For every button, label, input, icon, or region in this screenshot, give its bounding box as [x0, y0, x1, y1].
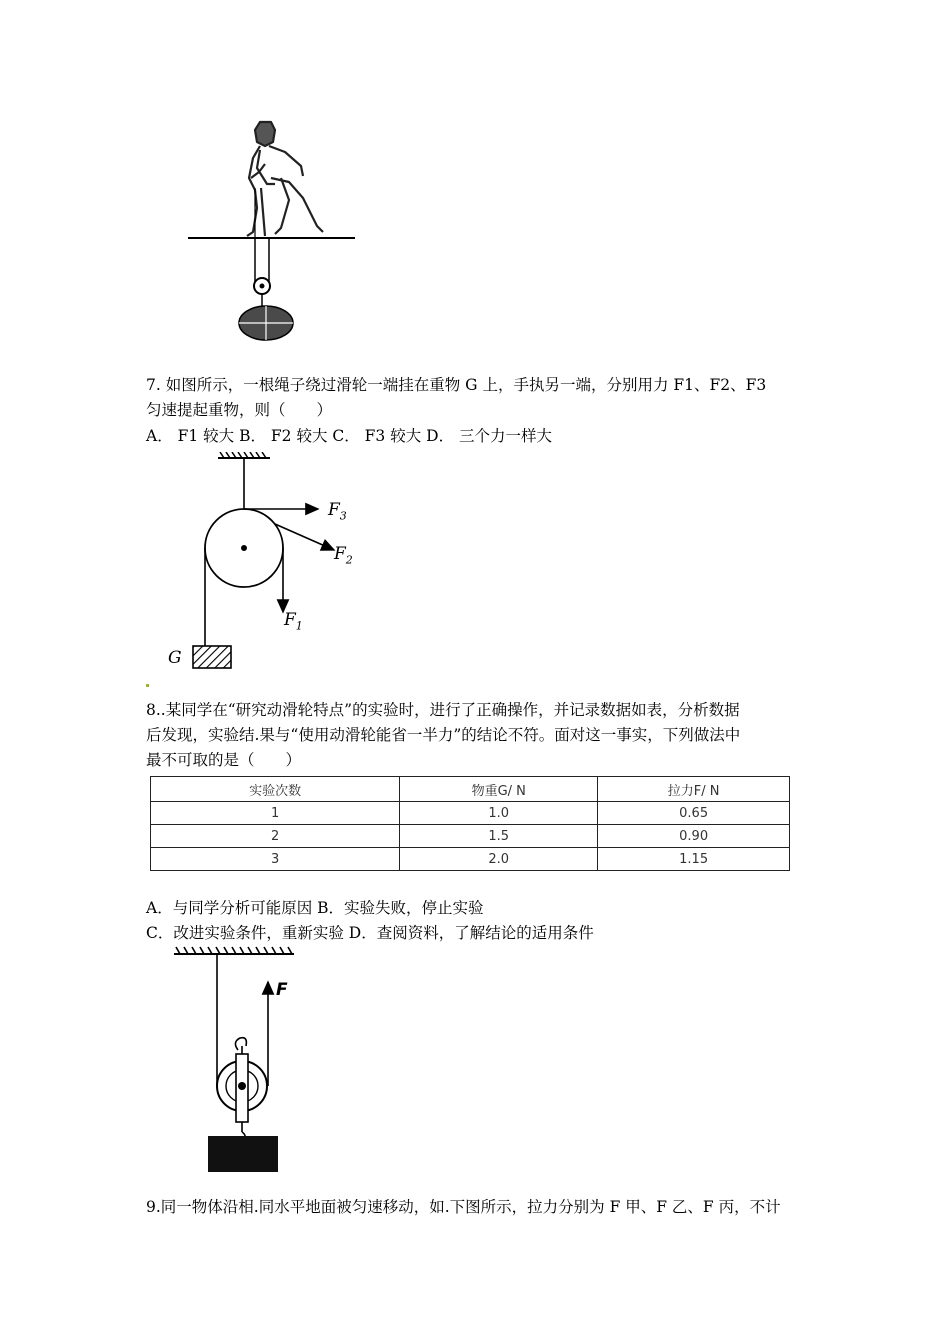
q8-stem-line3: 最不可取的是（ ） [146, 751, 302, 769]
cell-pull: 1.15 [598, 848, 790, 871]
decorative-dot [146, 684, 149, 687]
experiment-data-table [150, 776, 790, 871]
cell-weight: 1.5 [400, 825, 598, 848]
cell-trial: 3 [151, 848, 400, 871]
q7-stem-line2: 匀速提起重物，则（ ） [146, 401, 333, 419]
header-weight: 物重G/ N [400, 777, 598, 802]
label-f2: $F_2$ [334, 544, 353, 567]
table-row [151, 825, 790, 848]
cell-pull: 0.65 [598, 802, 790, 825]
label-f: F [276, 980, 288, 1000]
table-row [151, 848, 790, 871]
label-f3: $F_3$ [328, 500, 347, 523]
table-header-row [151, 777, 790, 802]
q9-stem-line1: 9.同一物体沿相.同水平地面被匀速移动，如.下图所示，拉力分别为 F 甲、F 乙、F 丙，不计 [146, 1198, 781, 1216]
cell-trial: 1 [151, 802, 400, 825]
cell-weight: 2.0 [400, 848, 598, 871]
label-g: G [168, 648, 182, 668]
cell-trial: 2 [151, 825, 400, 848]
cell-pull: 0.90 [598, 825, 790, 848]
q7-stem-line1: 7. 如图所示，一根绳子绕过滑轮一端挂在重物 G 上，手执另一端，分别用力 F1、F2、F3 [146, 376, 767, 394]
figure-fixed-pulley [150, 452, 370, 674]
cell-weight: 1.0 [400, 802, 598, 825]
table-row [151, 802, 790, 825]
label-f1: $F_1$ [284, 610, 303, 633]
q8-options-line1: A．与同学分析可能原因 B．实验失败，停止实验 [146, 899, 484, 917]
figure-movable-pulley [170, 946, 300, 1176]
q8-options-line2: C．改进实验条件，重新实验 D．查阅资料，了解结论的适用条件 [146, 924, 594, 942]
q8-stem-line2: 后发现，实验结.果与“使用动滑轮能省一半力”的结论不符。面对这一事实，下列做法中 [146, 726, 741, 744]
figure-person-pulley [185, 118, 360, 348]
q8-stem-line1: 8..某同学在“研究动滑轮特点”的实验时，进行了正确操作，并记录数据如表，分析数据 [146, 701, 740, 719]
q7-options: A． F1 较大 B． F2 较大 C． F3 较大 D． 三个力一样大 [146, 427, 552, 445]
header-pull: 拉力F/ N [598, 777, 790, 802]
header-trial: 实验次数 [151, 777, 400, 802]
